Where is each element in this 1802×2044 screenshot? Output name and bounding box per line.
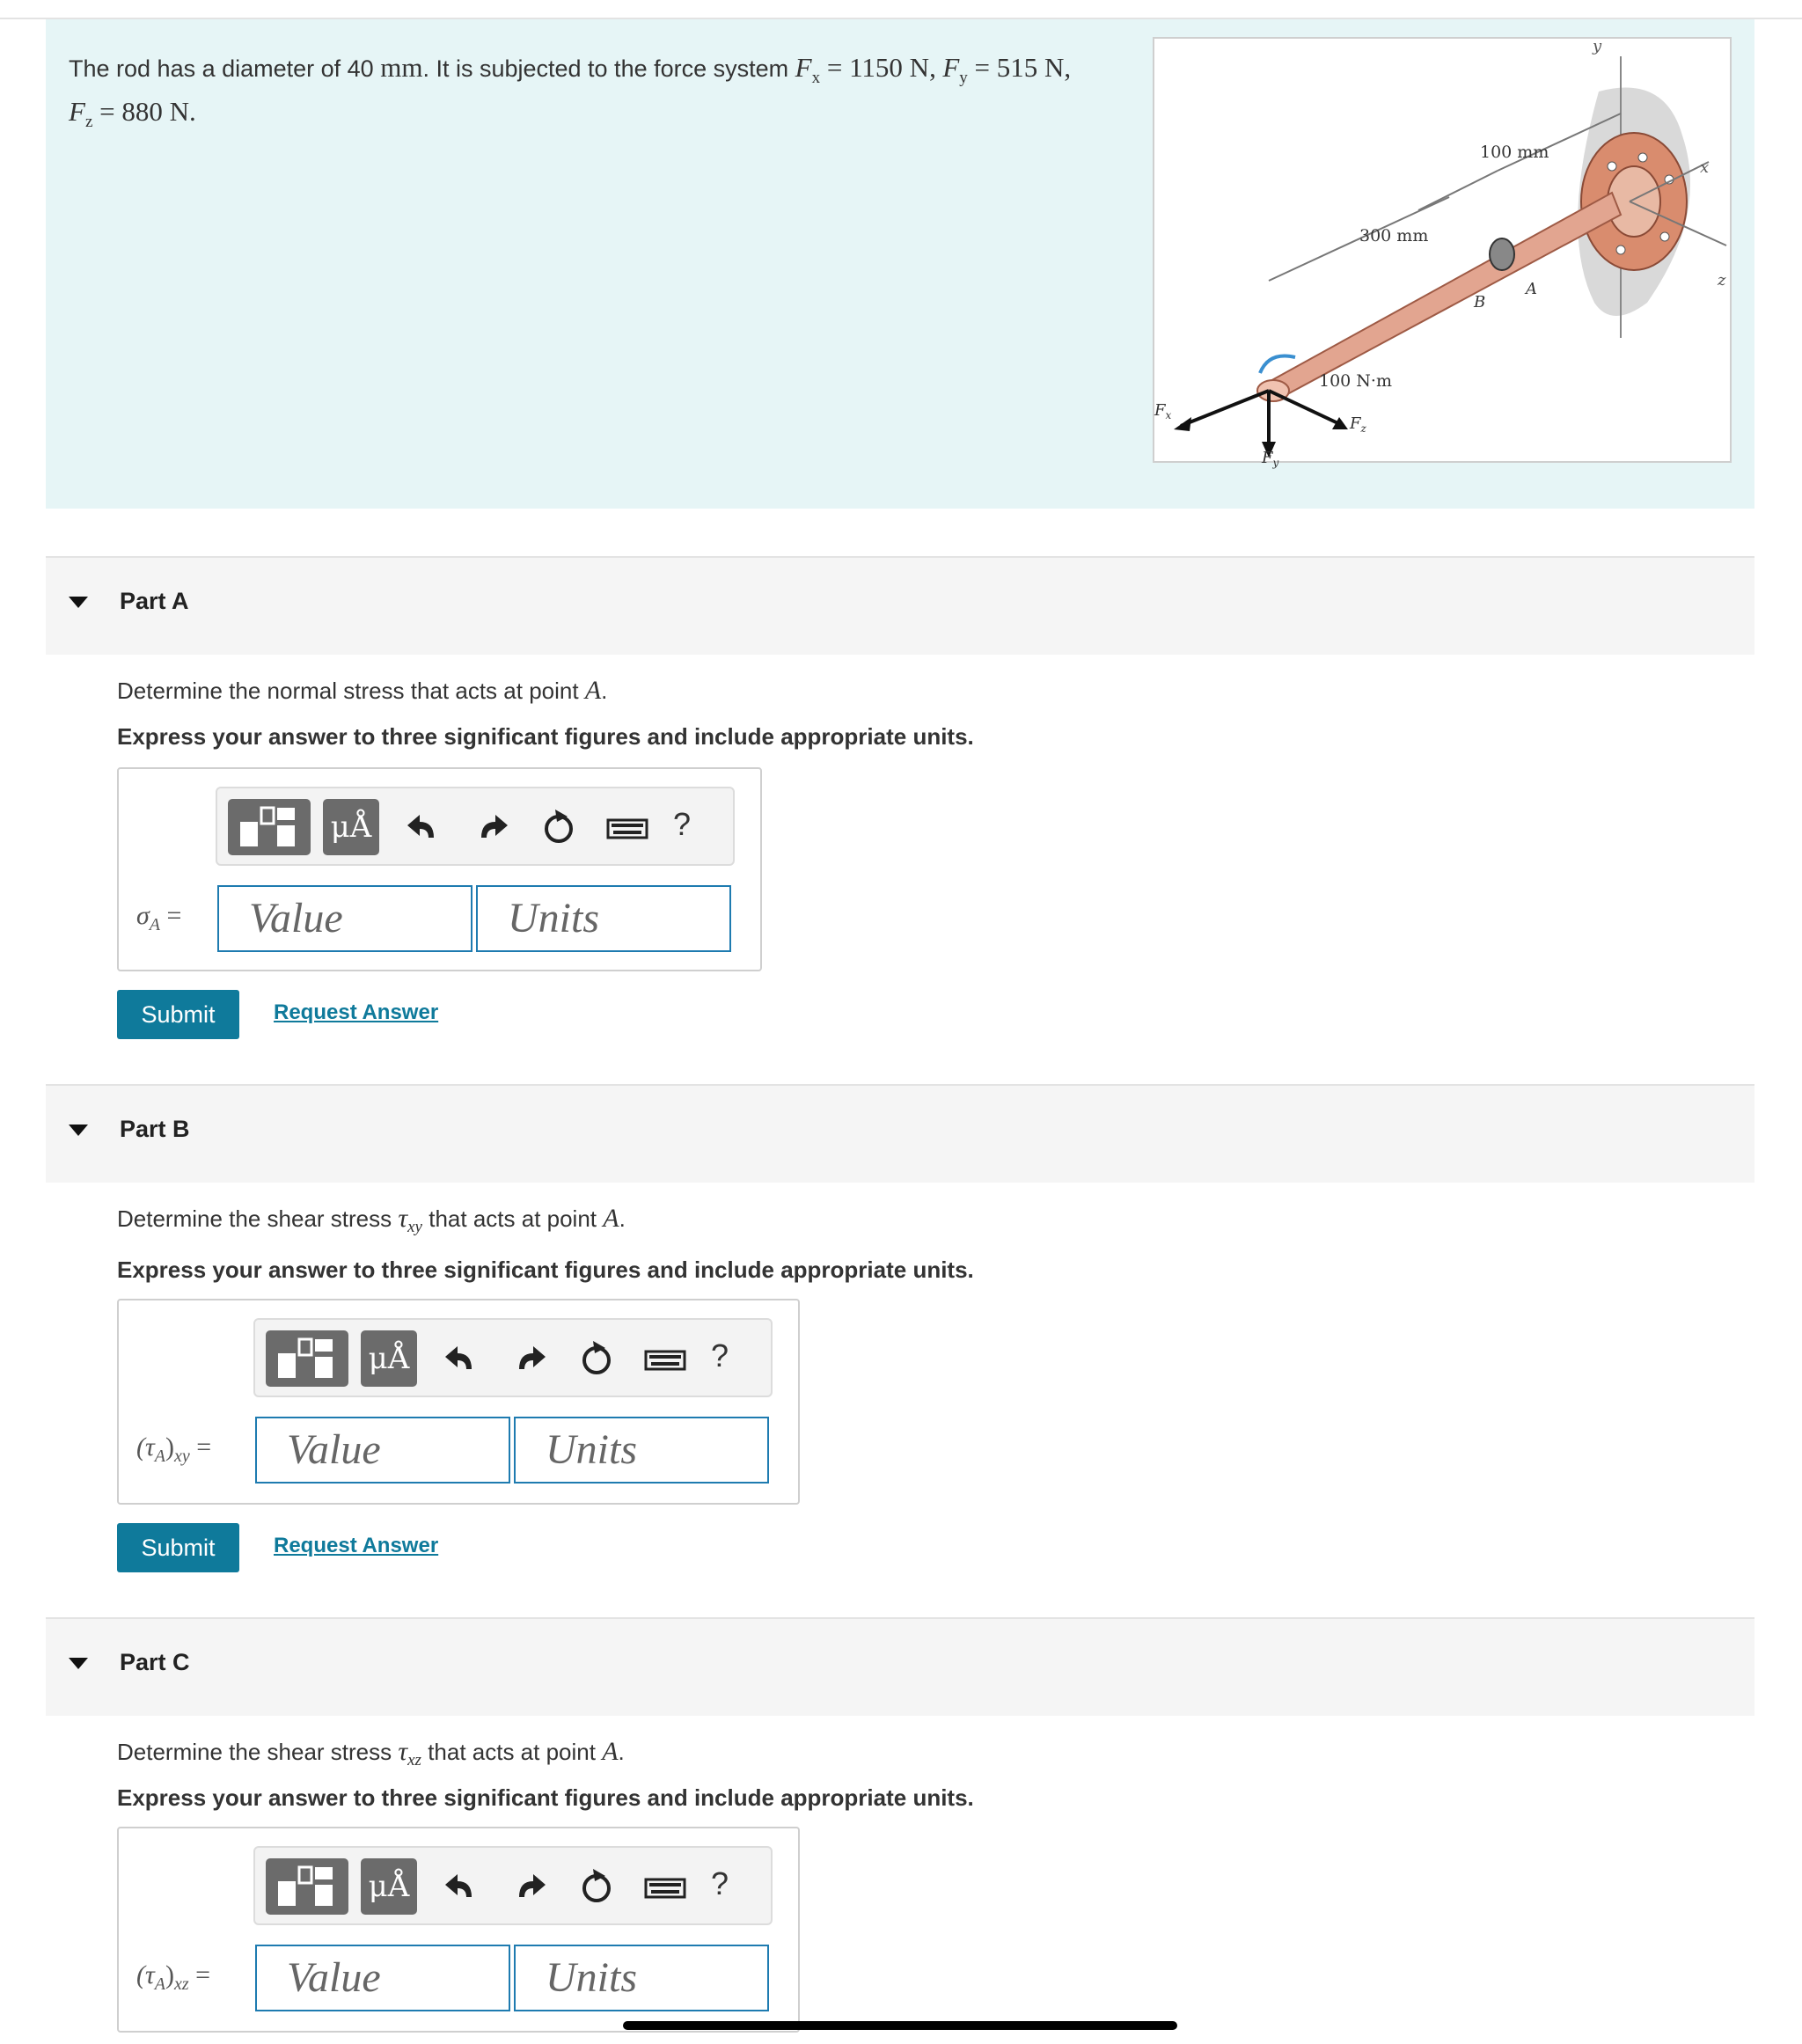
- submit-button[interactable]: Submit: [117, 1523, 239, 1572]
- part-b-instruction: Express your answer to three significant figures and include appropriate units.: [117, 1256, 974, 1283]
- problem-statement: [46, 19, 1754, 509]
- keyboard-icon[interactable]: [642, 1862, 688, 1911]
- fx-expression: $F_x = 1150$ N,: [795, 52, 936, 88]
- section-ab: [1490, 238, 1514, 270]
- bolt: [1660, 232, 1669, 241]
- units-input[interactable]: Units: [514, 1417, 769, 1484]
- math-toolbar: [216, 787, 735, 866]
- moment-label: 100 N·m: [1319, 371, 1392, 391]
- units-input[interactable]: Units: [514, 1945, 769, 2011]
- part-c-question: Determine the shear stress $\tau_{xz}$ that acts at point A.: [117, 1737, 625, 1770]
- reset-icon[interactable]: [538, 802, 580, 852]
- part-c-header[interactable]: [46, 1617, 1754, 1716]
- collapse-triangle-icon[interactable]: [69, 1125, 88, 1136]
- part-b-header[interactable]: [46, 1084, 1754, 1183]
- value-input[interactable]: Value: [255, 1417, 510, 1484]
- fz-label: $F_z$: [1350, 414, 1366, 435]
- part-a-question: Determine the normal stress that acts at point A.: [117, 676, 608, 705]
- help-icon[interactable]: ?: [711, 1865, 729, 1901]
- help-icon[interactable]: ?: [711, 1337, 729, 1374]
- keyboard-icon[interactable]: [642, 1334, 688, 1383]
- fy-expression: $F_y = 515$ N,: [942, 52, 1072, 88]
- dim-100-label: 100 mm: [1480, 143, 1549, 162]
- collapse-triangle-icon[interactable]: [69, 597, 88, 608]
- templates-icon[interactable]: [266, 1858, 348, 1915]
- math-toolbar: [253, 1846, 773, 1925]
- reset-icon[interactable]: [575, 1862, 618, 1911]
- point-b-label: B: [1474, 293, 1486, 311]
- part-b-answer-box: [117, 1299, 800, 1505]
- value-input[interactable]: Value: [255, 1945, 510, 2011]
- dim-300-label: 300 mm: [1359, 226, 1429, 245]
- submit-button[interactable]: Submit: [117, 990, 239, 1039]
- x-axis-label: x: [1700, 158, 1710, 177]
- math-toolbar: [253, 1318, 773, 1397]
- z-axis-label: z: [1718, 271, 1726, 289]
- bolt: [1638, 153, 1647, 162]
- part-c-answer-box: [117, 1827, 800, 2033]
- rod-figure: [1153, 37, 1732, 469]
- part-a-header[interactable]: [46, 556, 1754, 655]
- undo-icon[interactable]: [440, 1334, 482, 1383]
- answer-label: $\sigma_A$ =: [136, 901, 182, 934]
- units-button[interactable]: μÅ: [361, 1330, 417, 1387]
- redo-icon[interactable]: [471, 802, 513, 852]
- part-b-question: Determine the shear stress $\tau_{xy}$ that acts at point A.: [117, 1204, 626, 1237]
- undo-icon[interactable]: [402, 802, 444, 852]
- templates-icon[interactable]: [266, 1330, 348, 1387]
- problem-text: The rod has a diameter of 40 mm. It is subjected to the force system $F_x = 1150$ N, $F_y = 515$ N, $F_z = 880$ N.: [69, 52, 1072, 132]
- value-input[interactable]: Value: [217, 885, 472, 952]
- part-c-instruction: Express your answer to three significant figures and include appropriate units.: [117, 1784, 974, 1811]
- part-a-title: Part A: [120, 588, 189, 614]
- redo-icon[interactable]: [509, 1862, 551, 1911]
- fx-label: $F_x$: [1154, 401, 1172, 421]
- fy-label: $F_y$: [1262, 449, 1279, 469]
- rod-diagram: [1154, 37, 1730, 469]
- rod: [1269, 193, 1621, 399]
- point-a-label: A: [1526, 280, 1537, 298]
- answer-label: $(\tau_A)_{xz}$ =: [136, 1960, 211, 1994]
- bolt: [1616, 245, 1625, 254]
- fx-arrow: [1181, 391, 1269, 426]
- home-indicator: [623, 2021, 1177, 2030]
- undo-icon[interactable]: [440, 1862, 482, 1911]
- part-a-instruction: Express your answer to three significant figures and include appropriate units.: [117, 723, 974, 750]
- keyboard-icon[interactable]: [604, 802, 650, 852]
- redo-icon[interactable]: [509, 1334, 551, 1383]
- templates-icon[interactable]: [228, 799, 311, 855]
- request-answer-link[interactable]: Request Answer: [274, 1000, 439, 1024]
- units-input[interactable]: Units: [476, 885, 731, 952]
- units-button[interactable]: μÅ: [323, 799, 379, 855]
- part-b-title: Part B: [120, 1116, 190, 1142]
- answer-label: $(\tau_A)_{xy}$ =: [136, 1432, 212, 1466]
- part-c-title: Part C: [120, 1649, 190, 1675]
- units-button[interactable]: μÅ: [361, 1858, 417, 1915]
- bolt: [1608, 162, 1616, 171]
- fz-expression: $F_z = 880$ N.: [69, 96, 196, 132]
- help-icon[interactable]: ?: [673, 806, 692, 842]
- part-a-answer-box: [117, 767, 762, 971]
- fz-arrow: [1269, 391, 1344, 426]
- request-answer-link[interactable]: Request Answer: [274, 1534, 439, 1557]
- y-axis-label: y: [1593, 37, 1602, 55]
- collapse-triangle-icon[interactable]: [69, 1658, 88, 1669]
- reset-icon[interactable]: [575, 1334, 618, 1383]
